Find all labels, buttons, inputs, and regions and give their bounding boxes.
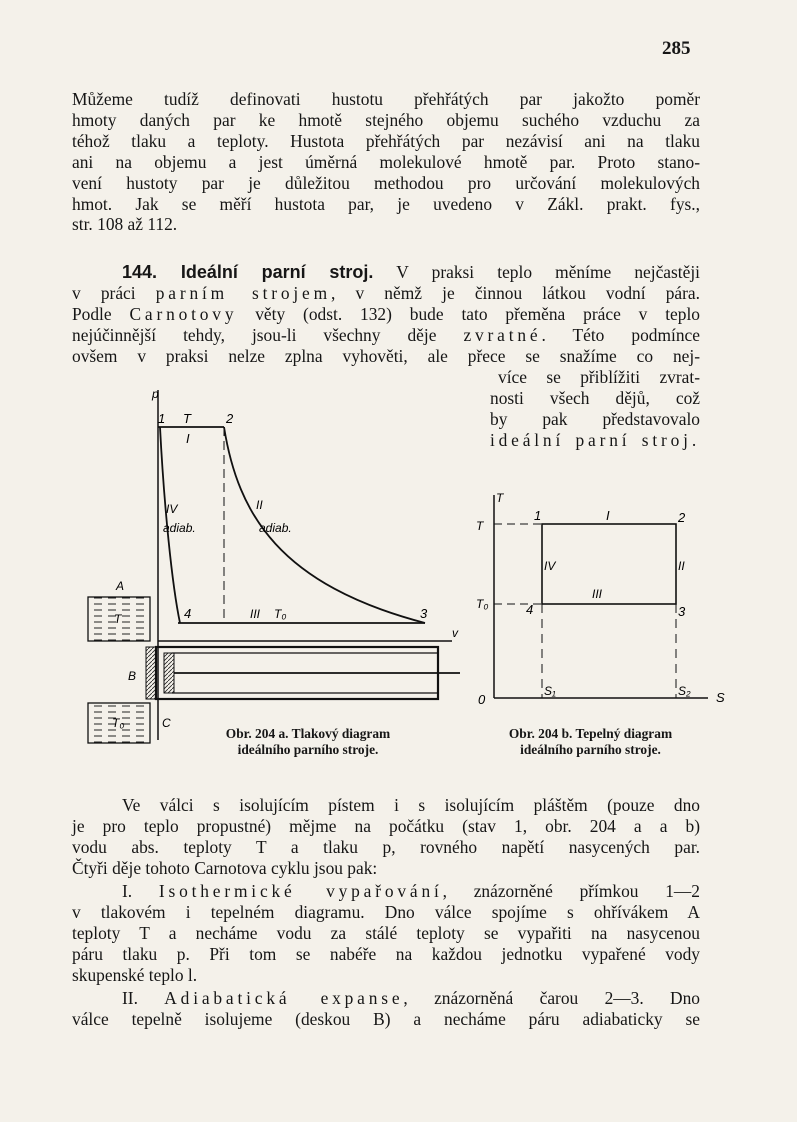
pressure-diagram-figure bbox=[80, 385, 465, 755]
roman-I: I bbox=[606, 508, 610, 523]
text-line: ovšem v praksi nelze zplna vyhověti, ale přece se snažíme co nej- bbox=[72, 345, 700, 366]
text-line bbox=[72, 304, 700, 325]
text-line: ideální parní stroj. bbox=[490, 429, 700, 450]
text-fragment: . Této podmínce bbox=[541, 324, 700, 345]
text-fragment: věty (odst. 132) bude tato přeměna práce v teplo bbox=[237, 303, 700, 324]
point-label-2: 2 bbox=[678, 510, 686, 525]
roman-I: I bbox=[186, 431, 190, 446]
intro-paragraph bbox=[72, 89, 700, 235]
roman-IV: IV bbox=[544, 559, 556, 573]
text-line: Můžeme tudíž definovati hustotu přehřátých par jakožto poměr bbox=[72, 89, 700, 109]
roman-IV: IV bbox=[166, 502, 178, 516]
cylinder-paragraph bbox=[72, 795, 700, 879]
T-level-label: T bbox=[476, 519, 484, 533]
S2-label: S₂ bbox=[678, 684, 691, 698]
text-line: vodu abs. teploty T a tlaku p, rovného napětí nasycených par. bbox=[72, 836, 700, 857]
text-line: téhož tlaku a teploty. Hustota přehřátých par nezávisí ani na tlaku bbox=[72, 130, 700, 151]
caption-line: Obr. 204 a. Tlakový diagram bbox=[225, 726, 391, 741]
text-fragment: nejúčinnější tehdy, jsou-li všechny děje bbox=[72, 324, 464, 345]
plate-B-label: B bbox=[128, 669, 137, 683]
carnot-cycle-rect bbox=[542, 524, 676, 604]
v-axis-label: v bbox=[452, 626, 458, 640]
text-line: skupenské teplo l. bbox=[72, 964, 198, 985]
text-line: Ve válci s isolujícím pístem i s isolujícím pláštěm (pouze dno bbox=[122, 795, 700, 815]
text-line: páru tlaku p. Při tom se nabéře na každou jednotku vypařené vody bbox=[72, 943, 700, 964]
figure-a-caption bbox=[188, 726, 428, 758]
spaced-term: Adiabatická expanse bbox=[164, 988, 404, 1008]
temperature-entropy-figure bbox=[468, 490, 728, 715]
reservoir-C-label: C bbox=[162, 716, 171, 730]
text-line: nosti všech dějů, což bbox=[490, 387, 700, 408]
cylinder-bottom bbox=[146, 647, 156, 699]
hot-reservoir-temp: T bbox=[114, 612, 122, 626]
section-heading: 144. Ideální parní stroj. bbox=[122, 262, 374, 282]
roman-II: II bbox=[678, 559, 685, 573]
p-axis-label: p bbox=[152, 387, 159, 401]
point-label-1: 1 bbox=[158, 411, 166, 426]
text-line bbox=[72, 325, 700, 346]
text-fragment: Podle bbox=[72, 303, 130, 324]
text-line: hmot. Jak se měří hustota par, je uvedeno v Zákl. prakt. fys., bbox=[72, 193, 700, 214]
S1-label: S₁ bbox=[544, 684, 556, 698]
roman-III: III bbox=[592, 587, 603, 601]
roman-II: II bbox=[256, 498, 263, 512]
spaced-term: Isothermické vypařování bbox=[158, 881, 443, 901]
text-fragment: V praksi teplo měníme nejčastěji bbox=[396, 262, 700, 282]
T-axis-label: T bbox=[496, 491, 504, 505]
point-label-3: 3 bbox=[678, 604, 686, 619]
side-text-column bbox=[490, 367, 700, 451]
text-line: ani na objemu a jest úměrná molekulové hmotě par. Proto stano- bbox=[72, 151, 700, 172]
piston bbox=[164, 653, 174, 693]
roman-number: II. bbox=[122, 988, 165, 1008]
process-II-paragraph bbox=[72, 988, 700, 1030]
text-line: více se přiblížiti zvrat- bbox=[498, 367, 700, 387]
text-line: teploty T a necháme vodu za stálé teploty se vypařiti na nasycenou bbox=[72, 922, 700, 943]
text-fragment: v práci bbox=[72, 282, 156, 303]
text-line bbox=[72, 262, 700, 283]
text-fragment: , znázorněné přímkou 1—2 bbox=[442, 881, 700, 901]
spaced-term: parním strojem bbox=[155, 282, 331, 303]
text-line: v tlakovém i tepelném diagramu. Dno válce spojíme s ohřívákem A bbox=[72, 901, 700, 922]
page-number: 285 bbox=[662, 38, 691, 59]
caption-line: ideálního parního stroje. bbox=[237, 742, 379, 757]
point-label-1: 1 bbox=[534, 508, 542, 523]
text-line bbox=[72, 881, 700, 902]
spaced-term: zvratné bbox=[463, 324, 542, 345]
text-line: str. 108 až 112. bbox=[72, 214, 178, 235]
text-line: je pro teplo propustné) mějme na počátku (stav 1, obr. 204 a a b) bbox=[72, 815, 700, 836]
adiab-left-label: adiab. bbox=[163, 521, 196, 535]
temp-label-T0: T₀ bbox=[274, 607, 287, 621]
text-line bbox=[72, 988, 700, 1009]
text-line: vení hustoty par je důležitou methodou pro určování molekulových bbox=[72, 172, 700, 193]
S-axis-label: S bbox=[716, 690, 725, 705]
text-fragment: , v němž je činnou látkou vodní pára. bbox=[330, 282, 700, 303]
text-line: Čtyři děje tohoto Carnotova cyklu jsou pak: bbox=[72, 857, 378, 878]
origin-label: 0 bbox=[478, 692, 486, 707]
reservoir-A-label: A bbox=[116, 579, 125, 593]
roman-number: I. bbox=[122, 881, 159, 901]
T0-level-label: T₀ bbox=[476, 597, 489, 611]
text-fragment: , znázorněná čarou 2—3. Dno bbox=[403, 988, 700, 1008]
text-line: válce tepelně isolujeme (deskou B) a necháme páru adiabaticky se bbox=[72, 1008, 700, 1029]
temp-label-T: T bbox=[183, 411, 191, 426]
point-label-4: 4 bbox=[526, 602, 534, 617]
point-label-2: 2 bbox=[226, 411, 234, 426]
text-line: by pak představovalo bbox=[490, 408, 700, 429]
text-line bbox=[72, 283, 700, 304]
section-144-paragraph bbox=[72, 262, 700, 367]
adiabat-2-3 bbox=[224, 427, 425, 623]
process-I-paragraph bbox=[72, 881, 700, 986]
figure-b-caption bbox=[478, 726, 703, 758]
cold-reservoir-temp: T₀ bbox=[112, 716, 125, 730]
point-label-3: 3 bbox=[420, 606, 428, 621]
spaced-term: Carnotovy bbox=[129, 303, 238, 324]
roman-III: III bbox=[250, 607, 261, 621]
text-line: hmoty daných par ke hmotě stejného objemu suchého vzduchu za bbox=[72, 109, 700, 130]
point-label-4: 4 bbox=[184, 606, 192, 621]
caption-line: ideálního parního stroje. bbox=[520, 742, 661, 757]
caption-line: Obr. 204 b. Tepelný diagram bbox=[508, 726, 673, 741]
adiab-right-label: adiab. bbox=[259, 521, 292, 535]
